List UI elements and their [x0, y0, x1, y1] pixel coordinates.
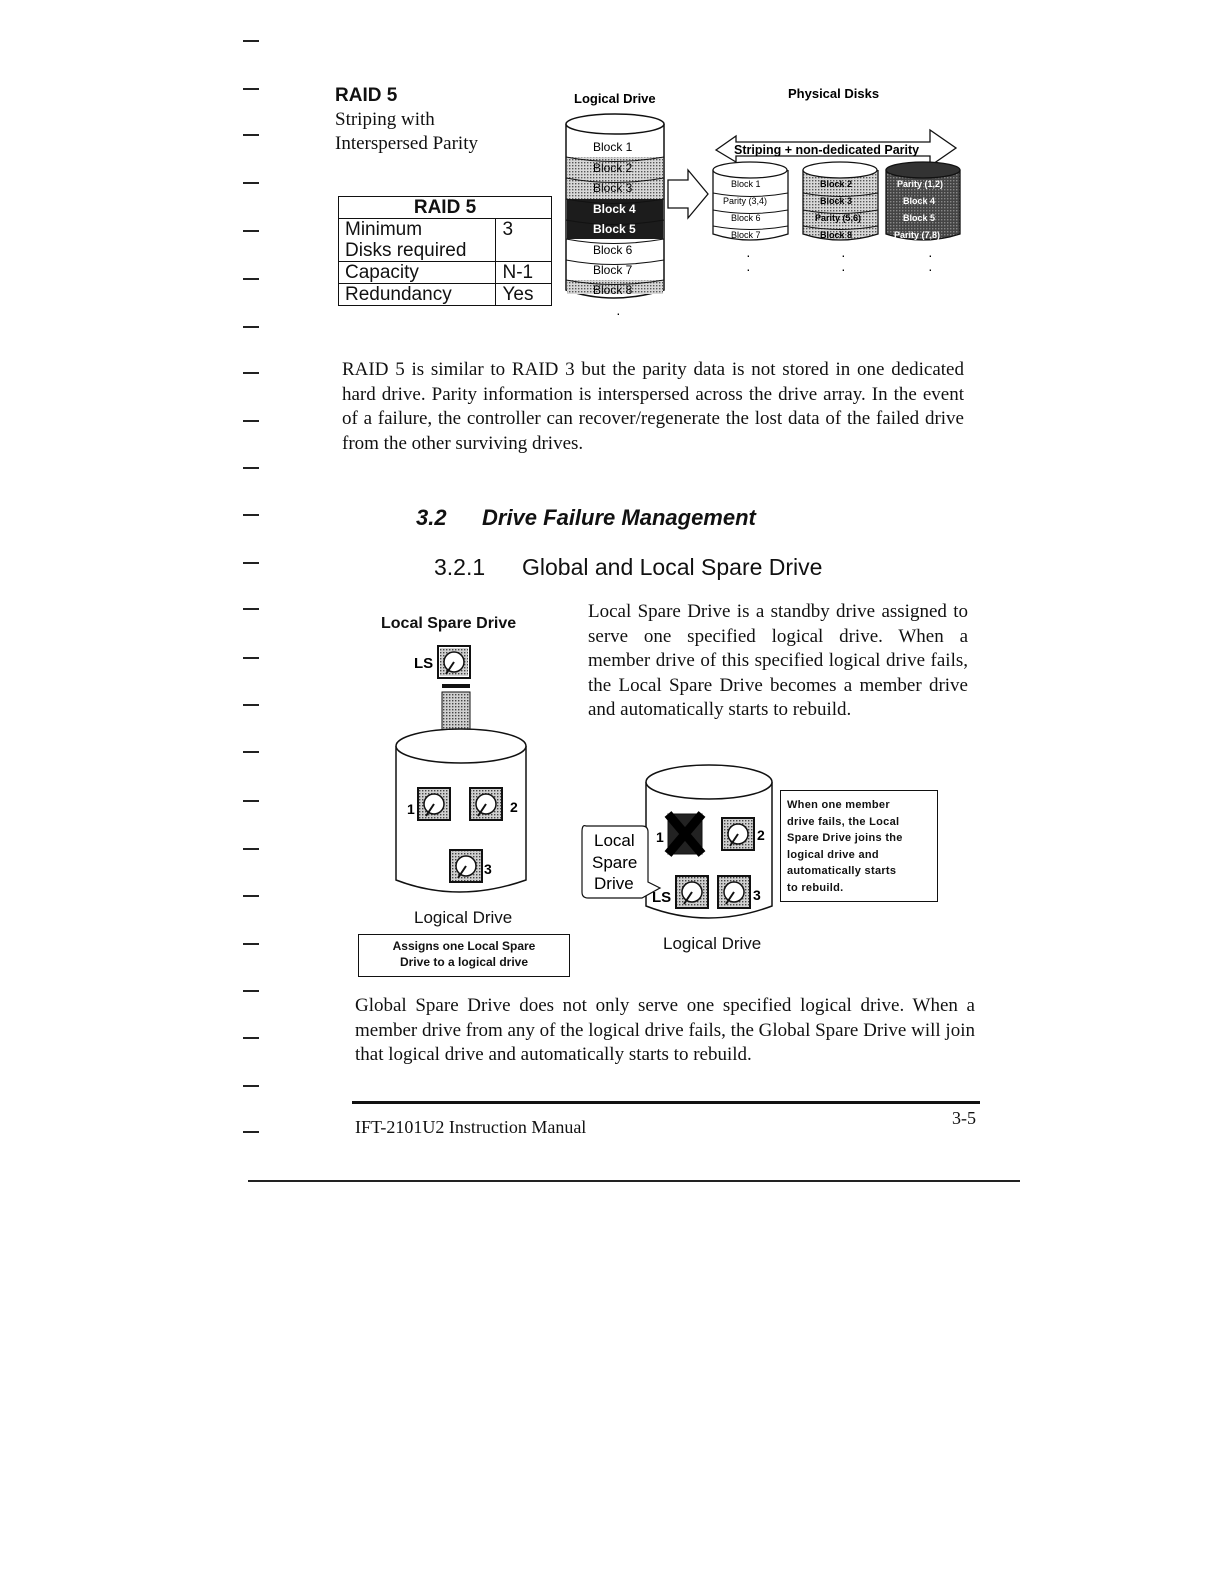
disk2-block: Parity (5,6) [815, 213, 862, 223]
disk1-block: Block 7 [731, 230, 761, 240]
section-number: 3.2 [416, 505, 447, 530]
disk2-block: Block 2 [820, 179, 853, 189]
spare-disk-icon [676, 876, 708, 908]
note-line: Spare Drive joins the [787, 832, 903, 844]
svg-text:·: · [928, 247, 933, 263]
callout-line: Spare [592, 853, 638, 872]
footer-manual-title: IFT-2101U2 Instruction Manual [355, 1117, 587, 1137]
right-arrow-icon [668, 170, 708, 218]
logical-block: Block 4 [593, 202, 636, 216]
note-line: to rebuild. [787, 881, 844, 894]
drive-number: 3 [484, 861, 492, 877]
raid5-diagram [560, 84, 980, 334]
disk1-block: Parity (3,4) [723, 196, 768, 206]
drive-number: 1 [656, 829, 664, 845]
note-line: drive fails, the Local [787, 815, 900, 828]
logical-drive-cylinder [566, 114, 664, 321]
callout-line: Drive [594, 874, 634, 893]
member-disk-icon [722, 818, 754, 850]
spec-label-capacity: Capacity [339, 262, 496, 284]
spec-value-redundancy: Yes [496, 284, 552, 306]
callout-line: Local [594, 831, 635, 850]
member-disk-icon [418, 788, 450, 820]
disk2-block: Block 3 [820, 196, 853, 206]
local-spare-figure-title: Local Spare Drive [381, 615, 517, 632]
spec-label-minimum: Minimum [339, 219, 496, 241]
disk2-block: Block 8 [820, 230, 853, 240]
disk1-block: Block 6 [731, 213, 761, 223]
spare-disk-icon [438, 646, 470, 678]
raid5-subtitle-line2: Interspersed Parity [335, 133, 478, 154]
note-line: When one member [787, 799, 890, 811]
global-spare-paragraph: Global Spare Drive does not only serve one specified logical drive. When a member drive from any of the logical drive fails, the Global Spare Drive will join that logical drive and automatically starts to rebuild. [355, 995, 975, 1065]
logical-block: Block 3 [593, 181, 633, 195]
disk3-block: Parity (1,2) [897, 179, 944, 189]
member-disk-icon [718, 876, 750, 908]
logical-block: Block 8 [593, 283, 633, 297]
disk1-block: Block 1 [731, 179, 761, 189]
note-line: automatically starts [787, 865, 897, 877]
logical-block: Block 6 [593, 243, 633, 257]
svg-text:·: · [841, 261, 846, 277]
drive-number: 2 [757, 827, 765, 843]
ls-label: LS [414, 655, 434, 672]
member-disk-icon [470, 788, 502, 820]
note-line: Drive to a logical drive [399, 955, 529, 969]
raid5-title: RAID 5 [335, 85, 398, 106]
subsection-number: 3.2.1 [434, 554, 486, 580]
physical-disks-label: Physical Disks [788, 86, 880, 101]
svg-text:·: · [746, 261, 751, 277]
section-heading [416, 505, 756, 531]
raid5-paragraph: RAID 5 is similar to RAID 3 but the parity data is not stored in one dedicated hard drive. Parity information is interspersed across the drive array. In the event of a failure, the controller can recover/regenerate the lost data of the failed drive from the other surviving drives. [342, 359, 964, 454]
raid5-subtitle [335, 108, 478, 156]
physical-disk-1 [713, 162, 788, 240]
striping-banner [716, 130, 956, 166]
disk3-block: Block 4 [903, 196, 936, 206]
ls-label: LS [652, 889, 672, 906]
subsection-heading [434, 554, 822, 581]
raid5-subtitle-line1: Striping with [335, 109, 435, 130]
spec-value-disks-required [496, 240, 552, 262]
disk3-block: Parity (7,8) [894, 230, 941, 240]
svg-text:·: · [928, 261, 933, 277]
physical-disk-2 [803, 162, 878, 240]
member-disk-icon [450, 850, 482, 882]
section-title: Drive Failure Management [482, 505, 756, 530]
logical-block: Block 5 [593, 222, 636, 236]
svg-text:·: · [746, 247, 751, 263]
striping-label: Striping + non-dedicated Parity [734, 143, 920, 157]
drive-number: 1 [407, 801, 415, 817]
drive-number: 2 [510, 799, 518, 815]
assigns-local-spare-note [358, 934, 570, 977]
logical-block: Block 1 [593, 140, 633, 154]
footer-page-number: 3-5 [952, 1108, 976, 1128]
spec-label-redundancy: Redundancy [339, 284, 496, 306]
spec-value-minimum: 3 [496, 219, 552, 241]
disk3-block: Block 5 [903, 213, 936, 223]
svg-text:·: · [841, 247, 846, 263]
drive-number: 3 [753, 887, 761, 903]
subsection-title: Global and Local Spare Drive [522, 554, 823, 580]
logical-drive-label: Logical Drive [574, 91, 656, 106]
page-edge-line [248, 1180, 1020, 1182]
logical-drive-caption: Logical Drive [663, 934, 762, 953]
spec-table-header: RAID 5 [339, 197, 552, 219]
member-failure-note [780, 790, 938, 902]
raid5-spec-table [338, 196, 552, 306]
physical-disk-3 [886, 162, 960, 240]
continuation-dots [746, 247, 933, 277]
local-spare-callout [582, 826, 660, 898]
local-spare-description: Local Spare Drive is a standby drive assigned to serve one specified logical drive. When a member drive of this specified logical drive fails, the Local Spare Drive becomes a member drive and automatically starts to rebuild. [588, 601, 968, 720]
logical-drive-caption: Logical Drive [414, 908, 513, 927]
spec-value-capacity: N-1 [496, 262, 552, 284]
svg-text:·: · [616, 305, 621, 321]
note-line: Assigns one Local Spare [392, 939, 536, 953]
failed-disk-icon [668, 814, 702, 854]
local-spare-figure [380, 640, 550, 912]
logical-block: Block 2 [593, 161, 633, 175]
note-line: logical drive and [787, 848, 879, 861]
drive-failure-figure [580, 760, 775, 935]
spec-label-disks-required: Disks required [339, 240, 496, 262]
footer-rule [352, 1101, 980, 1104]
logical-block: Block 7 [593, 263, 633, 277]
